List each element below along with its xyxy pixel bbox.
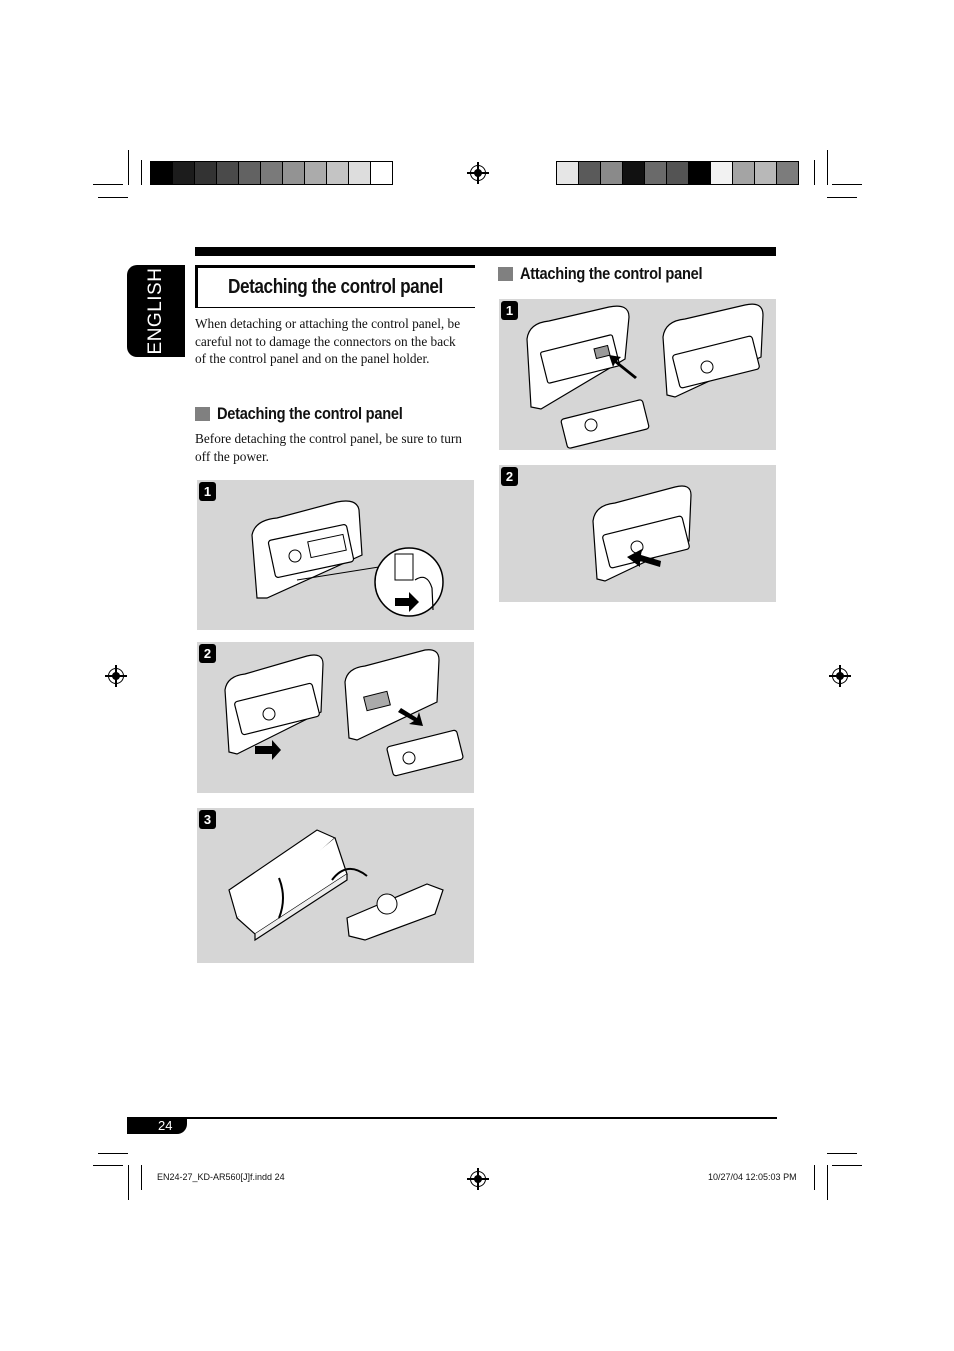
registration-mark-icon — [470, 1171, 486, 1187]
color-swatch — [579, 162, 601, 184]
color-swatch — [733, 162, 755, 184]
page-number: 24 — [158, 1118, 173, 1133]
attach-insert-panel-illustration — [499, 299, 776, 450]
crop-mark — [814, 1165, 815, 1190]
color-swatch — [667, 162, 689, 184]
crop-mark — [128, 150, 129, 185]
color-swatch — [645, 162, 667, 184]
color-swatch — [195, 162, 217, 184]
color-calibration-bar-left — [150, 161, 393, 185]
language-tab-label: ENGLISH — [145, 267, 166, 355]
store-in-case-illustration — [197, 808, 474, 963]
detach-pull-panel-illustration — [197, 642, 474, 793]
crop-mark — [827, 1153, 857, 1154]
language-tab — [127, 265, 185, 357]
color-calibration-bar-right — [556, 161, 799, 185]
crop-mark — [827, 197, 857, 198]
color-swatch — [349, 162, 371, 184]
crop-mark — [827, 150, 828, 185]
step-number-badge: 1 — [199, 482, 216, 501]
header-rule — [195, 247, 776, 256]
page-title: Detaching the control panel — [228, 276, 443, 298]
section-square-icon — [498, 267, 513, 281]
registration-mark-icon — [108, 668, 124, 684]
attach-section-title: Attaching the control panel — [520, 264, 703, 283]
crop-mark — [832, 1165, 862, 1166]
step-number-badge: 1 — [501, 301, 518, 320]
crop-mark — [141, 1165, 142, 1190]
step-number-badge: 2 — [501, 467, 518, 486]
color-swatch — [217, 162, 239, 184]
crop-mark — [93, 184, 123, 185]
crop-mark — [141, 160, 142, 185]
crop-mark — [98, 197, 128, 198]
color-swatch — [283, 162, 305, 184]
crop-mark — [827, 1165, 828, 1200]
step-number-badge: 2 — [199, 644, 216, 663]
detach-step-3-figure — [197, 808, 474, 963]
color-swatch — [151, 162, 173, 184]
color-swatch — [777, 162, 798, 184]
page-title-box — [195, 265, 475, 308]
attach-step-1-figure — [499, 299, 776, 450]
crop-mark — [98, 1153, 128, 1154]
registration-mark-icon — [832, 668, 848, 684]
registration-mark-icon — [470, 165, 486, 181]
detach-step-2-figure — [197, 642, 474, 793]
color-swatch — [305, 162, 327, 184]
color-swatch — [601, 162, 623, 184]
color-swatch — [623, 162, 645, 184]
page-number-badge — [127, 1118, 187, 1134]
color-swatch — [239, 162, 261, 184]
detach-step-1-figure — [197, 480, 474, 630]
color-swatch — [261, 162, 283, 184]
color-swatch — [327, 162, 349, 184]
attach-step-2-figure — [499, 465, 776, 602]
color-swatch — [689, 162, 711, 184]
color-swatch — [755, 162, 777, 184]
crop-mark — [93, 1165, 123, 1166]
crop-mark — [128, 1165, 129, 1200]
color-swatch — [173, 162, 195, 184]
footer-filename: EN24-27_KD-AR560[J]f.indd 24 — [157, 1172, 285, 1182]
color-swatch — [711, 162, 733, 184]
color-swatch — [557, 162, 579, 184]
attach-press-panel-illustration — [499, 465, 776, 602]
crop-mark — [832, 184, 862, 185]
detach-section-title: Detaching the control panel — [217, 404, 403, 423]
footer-rule — [127, 1117, 777, 1119]
color-swatch — [371, 162, 392, 184]
attach-section-heading — [498, 264, 732, 284]
crop-mark — [814, 160, 815, 185]
detach-section-heading — [195, 404, 433, 424]
section-square-icon — [195, 407, 210, 421]
step-number-badge: 3 — [199, 810, 216, 829]
intro-text: When detaching or attaching the control panel, be careful not to damage the connectors on the back of the control panel and on the panel holder. — [195, 316, 461, 367]
footer-timestamp: 10/27/04 12:05:03 PM — [708, 1172, 797, 1182]
detach-press-release-illustration — [197, 480, 474, 630]
detach-instruction-text: Before detaching the control panel, be sure to turn off the power. — [195, 431, 462, 464]
